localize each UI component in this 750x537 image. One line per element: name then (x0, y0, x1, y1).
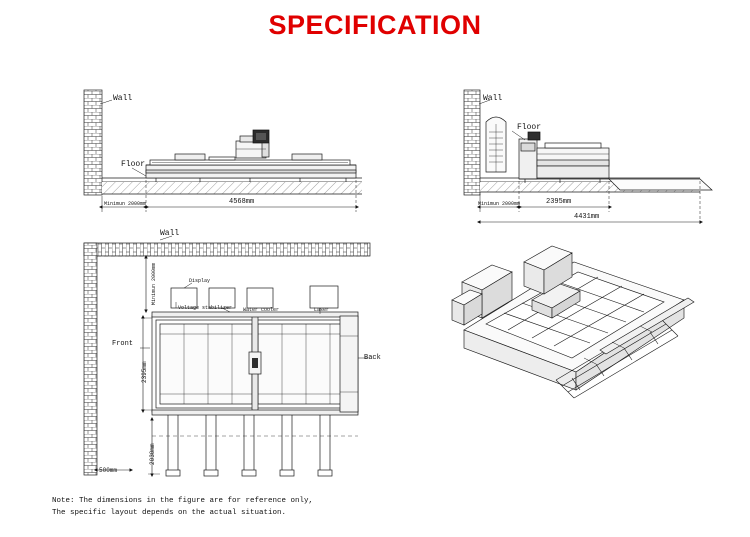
plan-view-table-length-dim: 2030mm (149, 443, 156, 465)
front-view-overall-length-dim: 4568mm (229, 198, 255, 206)
plan-view-min-clearance-dim: Minimun 2000mm (151, 262, 157, 305)
side-view-machine-width-dim: 2395mm (546, 198, 572, 206)
plan-view-back-label: Back (364, 354, 381, 362)
plan-view-laser-label: Laser (314, 307, 330, 313)
plan-view-machine-depth-dim: 2395mm (141, 361, 148, 383)
front-view-floor-label: Floor (121, 160, 146, 169)
reference-note (52, 496, 313, 519)
side-view-wall-label: Wall (483, 94, 503, 103)
note-line-1: Note: The dimensions in the figure are for reference only, (52, 497, 314, 505)
page-title: SPECIFICATION (268, 10, 482, 40)
front-view-wall-label: Wall (113, 94, 133, 103)
plan-view-wall-label: Wall (160, 229, 180, 238)
side-view-min-clearance-dim: Minimun 2000mm (478, 201, 521, 207)
side-view-overall-width-dim: 4431mm (574, 213, 600, 221)
plan-view-offset-dim: 500mm (99, 467, 118, 474)
plan-view-water-cooler-label: Water cooler (243, 307, 280, 313)
front-view-min-clearance-dim: Minimun 2000mm (104, 201, 147, 207)
note-line-2: The specific layout depends on the actual situation. (52, 508, 287, 517)
plan-view-voltage-stabilizer-label: Voltage stabilizer (178, 305, 233, 311)
plan-view-front-label: Front (112, 340, 134, 348)
plan-view-display-label: Display (189, 278, 211, 284)
side-view-floor-label: Floor (517, 123, 542, 132)
